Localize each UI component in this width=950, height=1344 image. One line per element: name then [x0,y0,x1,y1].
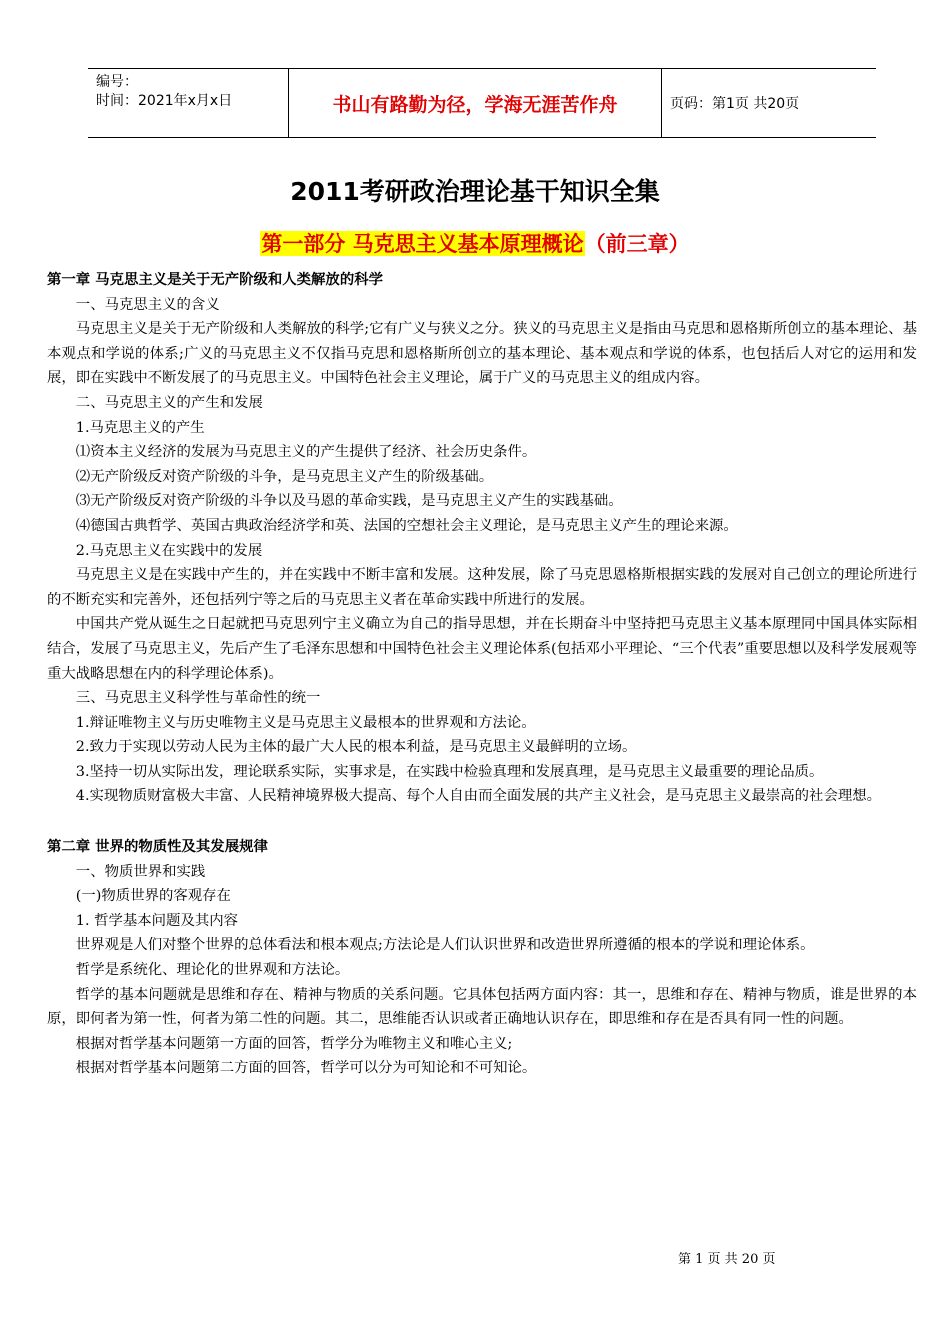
paragraph: 马克思主义是关于无产阶级和人类解放的科学;它有广义与狭义之分。狭义的马克思主义是指由马克思和恩格斯所创立的基本理论、基本观点和学说的体系;广义的马克思主义不仅指马克思和恩格斯所创立的基本理论、基本观点和学说的体系，也包括后人对它的运用和发展，即在实践中不断发展了的马克思主义。中国特色社会主义理论，属于广义的马克思主义的组成内容。 [47,321,917,387]
paragraph: 2.致力于实现以劳动人民为主体的最广大人民的根本利益，是马克思主义最鲜明的立场。 [75,739,637,756]
paragraph: 根据对哲学基本问题第二方面的回答，哲学可以分为可知论和不可知论。 [75,1060,537,1077]
document-body [47,268,917,1081]
part-title-tail: （前三章） [584,231,690,256]
paragraph: 4.实现物质财富极大丰富、人民精神境界极大提高、每个人自由而全面发展的共产主义社会，是马克思主义最崇高的社会理想。 [75,788,882,805]
paragraph: 3.坚持一切从实际出发，理论联系实际，实事求是，在实践中检验真理和发展真理，是马克思主义最重要的理论品质。 [75,763,824,780]
page-footer: 第 1 页 共 20 页 [678,1252,776,1267]
paragraph: 马克思主义是在实践中产生的，并在实践中不断丰富和发展。这种发展，除了马克思恩格斯根据实践的发展对自己创立的理论所进行的不断充实和完善外，还包括列宁等之后的马克思主义者在革命实践中所进行的发展。 [47,567,917,608]
paragraph: 2.马克思主义在实践中的发展 [75,542,263,559]
header-meta [88,69,288,137]
paragraph: 1.马克思主义的产生 [75,419,205,436]
paragraph: ⑵无产阶级反对资产阶级的斗争，是马克思主义产生的阶级基础。 [75,468,494,485]
header-time-label: 时间：2021年x月x日 [96,93,233,109]
document-title: 2011考研政治理论基干知识全集 [290,177,660,206]
paragraph: 1.辩证唯物主义与历史唯物主义是马克思主义最根本的世界观和方法论。 [75,714,536,731]
paragraph: 二、马克思主义的产生和发展 [75,394,263,411]
header-page-info: 页码：第1页 共20页 [670,96,800,112]
header-motto: 书山有路勤为径，学海无涯苦作舟 [288,69,662,137]
paragraph: 世界观是人们对整个世界的总体看法和根本观点;方法论是人们认识世界和改造世界所遵循的根本的学说和理论体系。 [75,937,815,954]
paragraph: 根据对哲学基本问题第一方面的回答，哲学分为唯物主义和唯心主义; [75,1035,513,1052]
paragraph: ⑶无产阶级反对资产阶级的斗争以及马恩的革命实践，是马克思主义产生的实践基础。 [75,493,623,510]
paragraph: 哲学是系统化、理论化的世界观和方法论。 [75,962,350,979]
paragraph: 1. 哲学基本问题及其内容 [75,912,239,929]
part-title [0,228,950,258]
part-title-highlighted: 第一部分 马克思主义基本原理概论 [261,231,584,256]
header-number-label: 编号： [96,74,138,90]
page-header [88,68,876,138]
paragraph: 一、物质世界和实践 [75,863,206,880]
chapter-heading: 第二章 世界的物质性及其发展规律 [47,839,268,856]
paragraph: ⑷德国古典哲学、英国古典政治经济学和英、法国的空想社会主义理论，是马克思主义产生的理论来源。 [75,517,738,534]
paragraph: 三、马克思主义科学性与革命性的统一 [75,690,321,707]
paragraph: 哲学的基本问题就是思维和存在、精神与物质的关系问题。它具体包括两方面内容：其一，思维和存在、精神与物质，谁是世界的本原，即何者为第一性，何者为第二性的问题。其二，思维能否认识或者正确地认识存在，即思维和存在是否具有同一性的问题。 [47,986,917,1028]
paragraph: 中国共产党从诞生之日起就把马克思列宁主义确立为自己的指导思想，并在长期奋斗中坚持把马克思主义基本原理同中国具体实际相结合，发展了马克思主义，先后产生了毛泽东思想和中国特色社会主义理论体系(包括邓小平理论、“三个代表”重要思想以及科学发展观等重大战略思想在内的科学理论体系)。 [47,616,917,682]
paragraph: ⑴资本主义经济的发展为马克思主义的产生提供了经济、社会历史条件。 [75,444,537,461]
paragraph: 一、马克思主义的含义 [75,296,220,313]
chapter-heading: 第一章 马克思主义是关于无产阶级和人类解放的科学 [47,272,383,288]
section-gap [47,809,917,835]
paragraph: (一)物质世界的客观存在 [75,888,231,905]
